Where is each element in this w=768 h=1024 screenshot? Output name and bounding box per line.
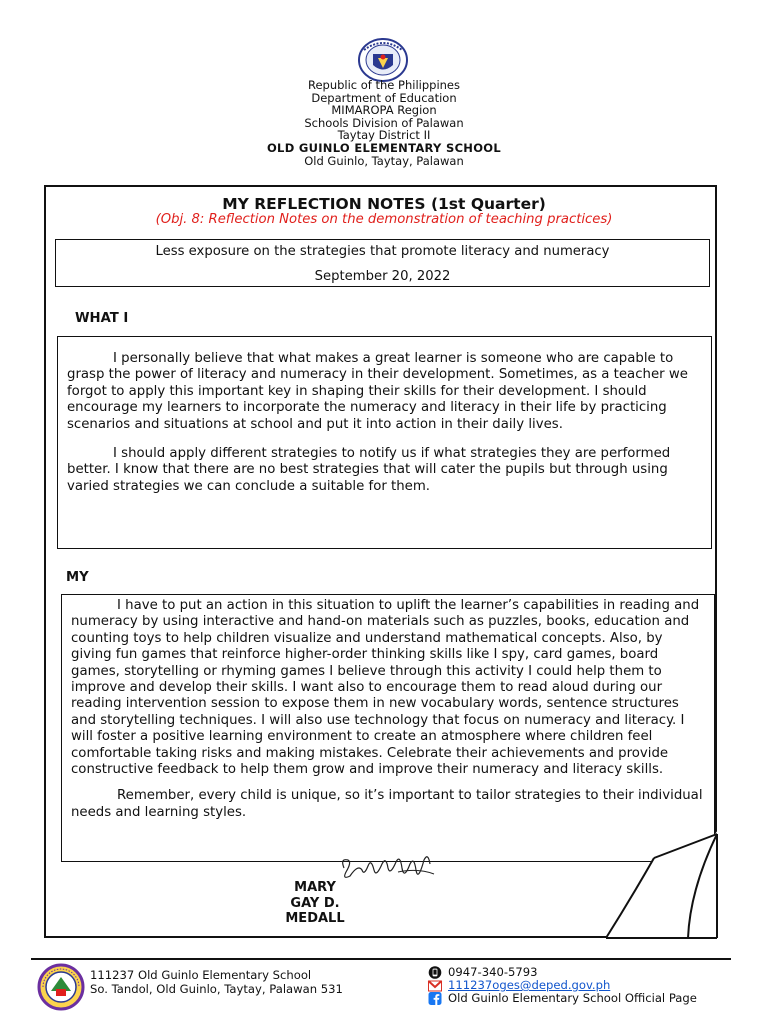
- letterhead-line: Department of Education: [311, 90, 457, 105]
- document-objective: (Obj. 8: Reflection Notes on the demonstration of teaching practices): [155, 212, 613, 227]
- gmail-icon: [428, 979, 442, 992]
- paragraph: I personally believe that what makes a great learner is someone who are capable to grasp the power of literacy and numeracy in their development. Sometimes, as a teacher we forgot to apply this important key in shaping their skills for their development. I should encourage my learners to incorporate the numeracy and literacy in their life by practicing scenarios and situations at school and put it into action in their daily lives.: [67, 351, 688, 432]
- letterhead-line: MIMAROPA Region: [331, 103, 437, 118]
- topic-date: September 20, 2022: [314, 269, 451, 284]
- footer-facebook[interactable]: Old Guinlo Elementary School Official Page: [448, 991, 697, 1005]
- footer-facebook-row: [428, 992, 697, 1005]
- reflection-box-what-i: [57, 336, 712, 549]
- section-heading-what-i: WHAT I: [75, 311, 129, 326]
- paragraph: I have to put an action in this situation to uplift the learner’s capabilities in reading and numeracy by using interactive and hand-on materials such as puzzles, books, education and counting toys to help children visualize and understand mathematical concepts. Also, by giving fun games that reinforce higher-order thinking skills like I spy, card games, board games, storytelling or rhyming games I believe through this activity I could help them to improve and develop their skills. I want also to encourage them to read aloud during our reading intervention session to expose them in new vocabulary words, sentence structures and storytelling techniques. I will also use technology that focus on numeracy and literacy. I will foster a positive learning environment to create an atmosphere where children feel comfortable taking risks and making mistakes. Celebrate their achievements and provide constructive feedback to help them grow and improve their numeracy and literacy skills.: [71, 598, 700, 778]
- topic-box: [55, 239, 710, 287]
- paragraph: I should apply different strategies to notify us if what strategies they are performed better. I know that there are no best strategies that will cater the pupils but through using varied strategies we can conclude a suitable for them.: [67, 446, 671, 494]
- deped-seal-icon: [356, 38, 410, 82]
- topic-text: Less exposure on the strategies that promote literacy and numeracy: [155, 244, 610, 259]
- paragraph: Remember, every child is unique, so it’s important to tailor strategies to their individual needs and learning styles.: [71, 788, 703, 820]
- footer-divider: [31, 958, 731, 960]
- footer-school-info: [90, 968, 343, 996]
- footer-school-line: 111237 Old Guinlo Elementary School: [90, 968, 312, 982]
- phone-icon: [428, 966, 442, 979]
- letterhead-line: Schools Division of Palawan: [304, 115, 464, 130]
- signatory-name: [275, 880, 355, 926]
- school-name: OLD GUINLO ELEMENTARY SCHOOL: [266, 140, 502, 155]
- section-heading-my: MY: [66, 570, 89, 585]
- letterhead: [0, 79, 768, 167]
- letterhead-line: Republic of the Philippines: [307, 78, 461, 92]
- signatory-name-line: MEDALL: [285, 911, 345, 926]
- page-curl-icon: [600, 830, 718, 940]
- footer-email-link[interactable]: 111237oges@deped.gov.ph: [448, 978, 611, 992]
- school-logo-icon: [37, 963, 85, 1011]
- letterhead-line: Taytay District II: [337, 128, 431, 143]
- footer-address-line: So. Tandol, Old Guinlo, Taytay, Palawan 531: [90, 982, 343, 996]
- reflection-box-my: [61, 594, 715, 862]
- footer-contacts: [428, 966, 697, 1005]
- footer-phone: 0947-340-5793: [448, 965, 538, 979]
- signatory-name-line: MARY: [294, 880, 336, 895]
- facebook-icon: [428, 992, 442, 1005]
- signatory-name-line: GAY D.: [290, 895, 340, 911]
- document-title: MY REFLECTION NOTES (1st Quarter): [222, 195, 546, 213]
- school-address: Old Guinlo, Taytay, Palawan: [304, 153, 464, 168]
